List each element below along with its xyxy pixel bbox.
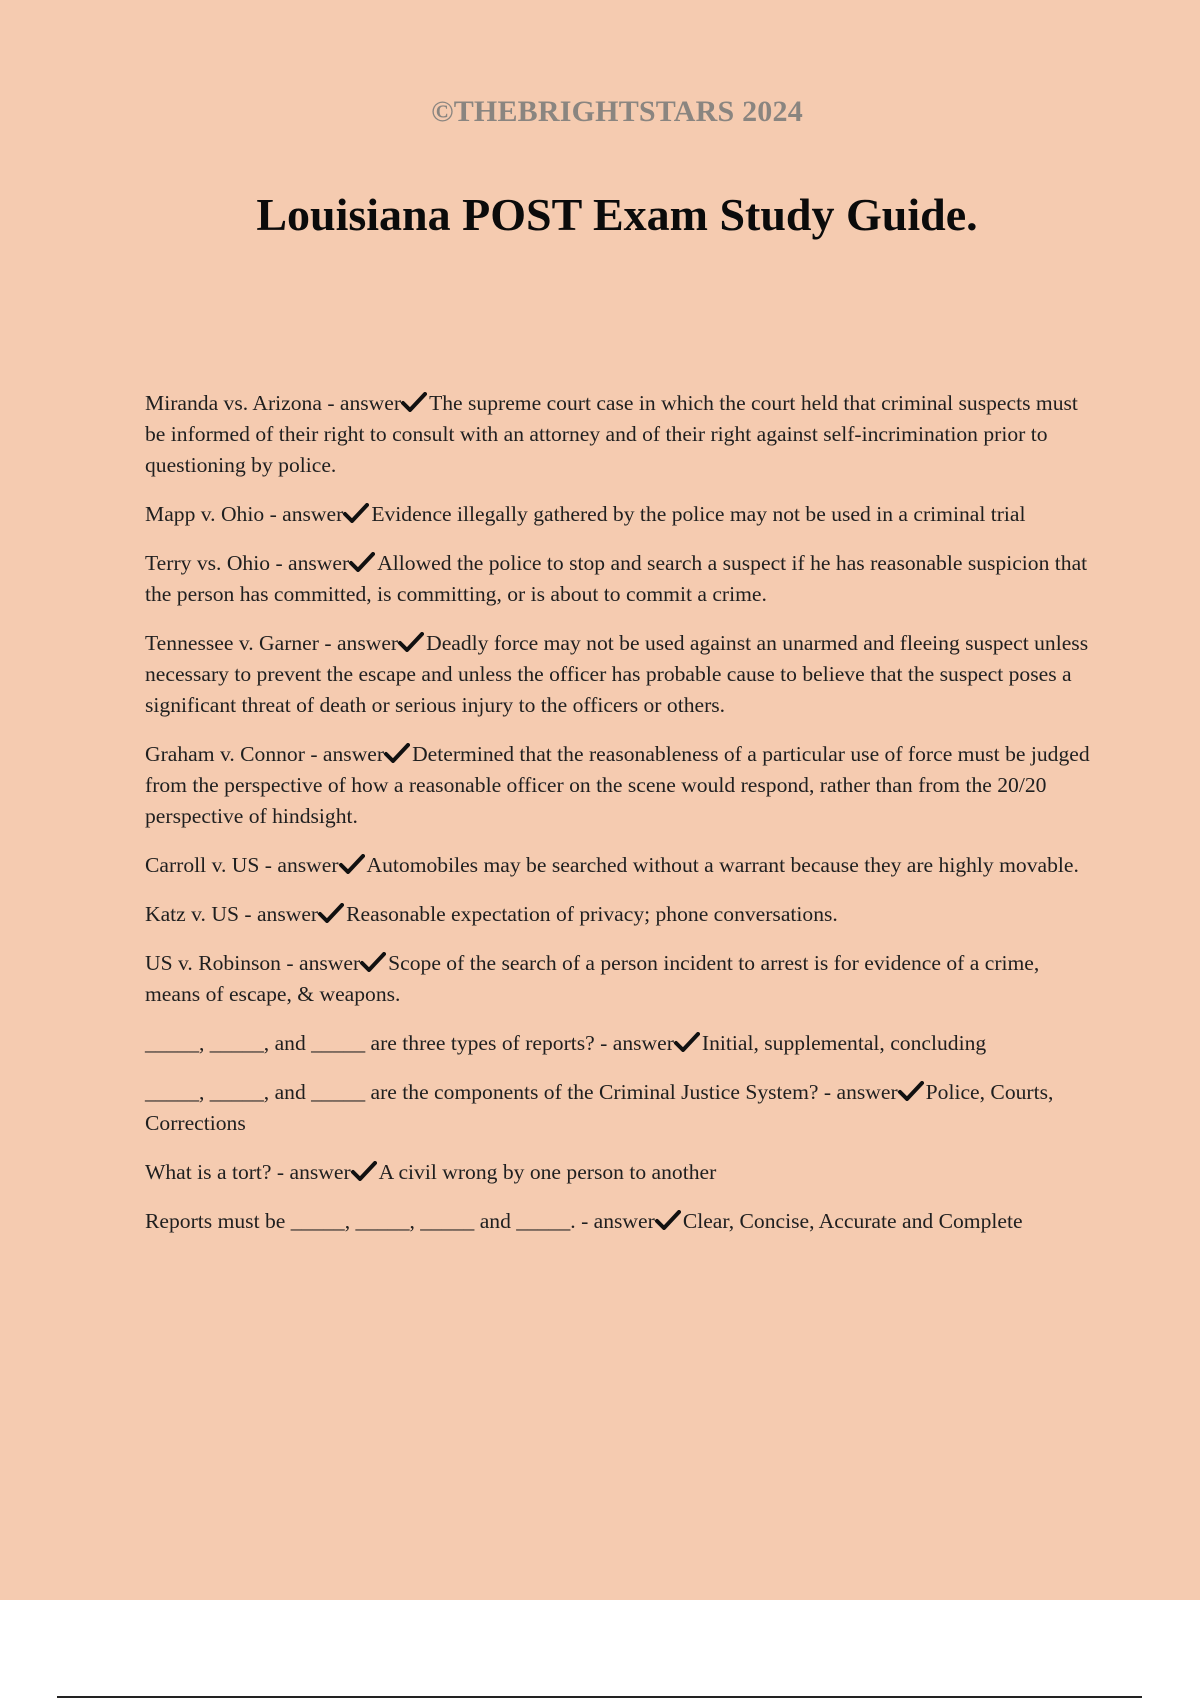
answer-label: - answer [324,631,399,655]
qa-item [145,1157,1095,1188]
answer-label: - answer [327,391,402,415]
answer-label: - answer [275,551,350,575]
qa-question: US v. Robinson [145,951,281,975]
qa-item [145,948,1095,1010]
qa-answer: Initial, supplemental, concluding [701,1031,987,1055]
check-icon [318,903,344,923]
qa-answer: Reasonable expectation of privacy; phone conversations. [346,902,838,926]
qa-answer: Deadly force may not be used against an unarmed and fleeing suspect unless necessary to prevent the escape and unless the officer has probable cause to believe that the suspect poses a significant threat of death or serious injury to the officers or others. [145,631,1089,717]
check-icon [384,743,410,763]
qa-item [145,1077,1095,1139]
qa-question: Katz v. US [145,902,239,926]
answer-label: - answer [310,742,385,766]
qa-question: Mapp v. Ohio [145,502,265,526]
answer-label: - answer [276,1160,351,1184]
qa-question: Terry vs. Ohio [145,551,271,575]
answer-label: - answer [600,1031,674,1055]
check-icon [360,952,386,972]
qa-question: Graham v. Connor [145,742,305,766]
qa-question: Miranda vs. Arizona [145,391,322,415]
answer-label: - answer [581,1209,655,1233]
qa-question: _____, _____, and _____ are the components of the Criminal Justice System? [145,1080,819,1104]
answer-label: - answer [823,1080,898,1104]
qa-answer: Scope of the search of a person incident to arrest is for evidence of a crime, means of escape, & weapons. [145,951,1040,1006]
qa-answer: Automobiles may be searched without a warrant because they are highly movable. [366,853,1079,877]
check-icon [898,1081,924,1101]
check-icon [343,503,369,523]
qa-question: Reports must be _____, _____, _____ and _____. [145,1209,576,1233]
qa-question: What is a tort? [145,1160,272,1184]
qa-answer: Clear, Concise, Accurate and Complete [682,1209,1023,1233]
check-icon [674,1032,700,1052]
check-icon [339,854,365,874]
check-icon [398,632,424,652]
qa-answer: Police, Courts, Corrections [145,1080,1054,1135]
qa-item [145,739,1095,832]
footer-divider [57,1696,1142,1698]
answer-label: - answer [269,502,344,526]
qa-answer: A civil wrong by one person to another [378,1160,717,1184]
answer-label: - answer [264,853,339,877]
check-icon [401,392,427,412]
qa-question: _____, _____, and _____ are three types of reports? [145,1031,595,1055]
qa-item [145,548,1095,610]
qa-item [145,850,1095,881]
qa-answer: The supreme court case in which the court held that criminal suspects must be informed of their right to consult with an attorney and of their right against self-incrimination prior to questioning by police. [145,391,1078,477]
check-icon [349,552,375,572]
qa-item [145,628,1095,721]
qa-item [145,1028,1095,1059]
answer-label: - answer [244,902,319,926]
copyright-notice: ©THEBRIGHTSTARS 2024 [431,95,803,128]
qa-answer: Evidence illegally gathered by the police may not be used in a criminal trial [371,502,1026,526]
qa-answer: Determined that the reasonableness of a particular use of force must be judged from the perspective of how a reasonable officer on the scene would respond, rather than from the 20/20 perspective of hindsight. [145,742,1090,828]
qa-answer: Allowed the police to stop and search a suspect if he has reasonable suspicion that the person has committed, is committing, or is about to commit a crime. [145,551,1088,606]
qa-item [145,1206,1095,1237]
qa-item [145,499,1095,530]
qa-list [145,388,1095,1255]
answer-label: - answer [286,951,361,975]
check-icon [655,1210,681,1230]
qa-question: Carroll v. US [145,853,260,877]
page-title: Louisiana POST Exam Study Guide. [256,189,978,240]
qa-question: Tennessee v. Garner [145,631,319,655]
qa-item [145,899,1095,930]
check-icon [351,1161,377,1181]
qa-item [145,388,1095,481]
